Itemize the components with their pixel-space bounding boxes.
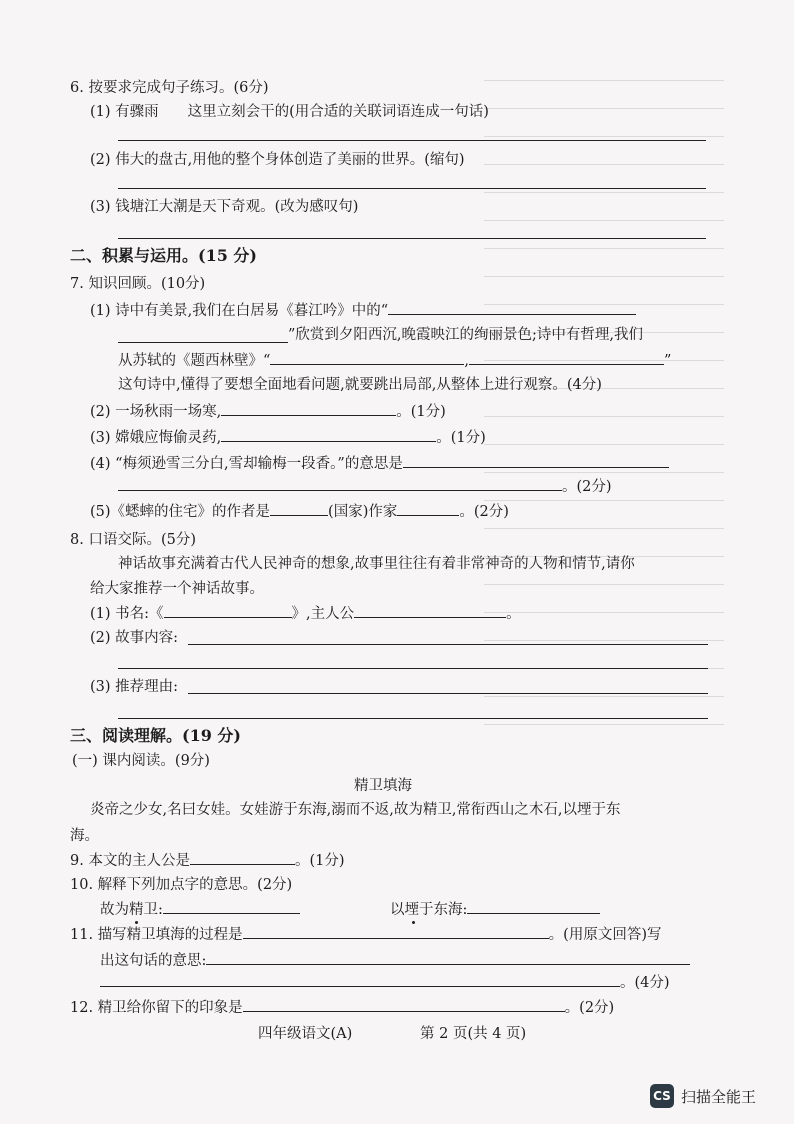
footer-page-number: 第 2 页(共 4 页) (420, 1026, 527, 1042)
q10-b (390, 899, 600, 920)
reading-subtitle: (一) 课内阅读。(9分) (72, 753, 210, 769)
camscanner-logo-icon: CS (650, 1084, 674, 1108)
footer-subject: 四年级语文(A) (258, 1026, 353, 1042)
q7-title: 7. 知识回顾。(10分) (70, 276, 206, 292)
q11 (70, 924, 662, 945)
q8-content-line-2[interactable] (118, 668, 708, 669)
q7-item2-text: (2) 一场秋雨一场寒, (90, 404, 222, 420)
q8-intro-1: 神话故事充满着古代人民神奇的想象,故事里往往有着非常神奇的人物和情节,请你 (118, 556, 635, 572)
q11-line2 (100, 950, 690, 971)
q8-book-label: (1) 书名:《 (90, 606, 164, 622)
reading-title: 精卫填海 (354, 778, 412, 794)
q7-item5-mid: (国家)作家 (328, 504, 398, 520)
q11-blank-1[interactable] (243, 924, 549, 939)
q6-title: 6. 按要求完成句子练习。(6分) (70, 80, 269, 96)
q6-sub3: (3) 钱塘江大潮是天下奇观。(改为感叹句) (90, 199, 359, 215)
q7-item4-text: (4) “梅须逊雪三分白,雪却输梅一段香。”的意思是 (90, 456, 403, 472)
q11-blank-3[interactable] (100, 972, 620, 987)
q7-item5-text: (5)《蟋蟀的住宅》的作者是 (90, 504, 271, 520)
q6-answer-line-1[interactable] (118, 140, 706, 141)
q7-line2: ”欣赏到夕阳西沉,晚霞映江的绚丽景色;诗中有哲理,我们 (288, 327, 644, 343)
q6-sub1: (1) 有骤雨 这里立刻会干的(用合适的关联词语连成一句话) (90, 104, 489, 120)
q7-line3 (118, 350, 671, 371)
q11-line3 (100, 972, 670, 993)
q7-item5-blank-country[interactable] (270, 501, 328, 516)
q10-a (100, 899, 300, 920)
q12-score: 。(2分) (564, 1000, 615, 1016)
q7-item5-blank-author[interactable] (397, 501, 459, 516)
q7-item3-blank[interactable] (221, 427, 436, 442)
q7-item5 (90, 501, 509, 522)
bleed-through-texture (484, 80, 724, 770)
q9-blank[interactable] (190, 850, 295, 865)
q7-item3-score: 。(1分) (436, 430, 486, 446)
section-2-title: 二、积累与运用。(15 分) (70, 246, 257, 265)
q8-book (90, 603, 521, 624)
q7-item4-score: 。(2分) (562, 479, 612, 495)
q11-text: 11. 描写精卫填海的过程是 (70, 927, 243, 943)
q7-item2 (90, 401, 446, 422)
q8-hero-blank[interactable] (354, 603, 506, 618)
q7-blank-mujiangyin-2[interactable] (118, 342, 288, 343)
q8-reason-label: (3) 推荐理由: (90, 679, 179, 695)
q8-book-name-blank[interactable] (164, 603, 292, 618)
q7-item5-score: 。(2分) (459, 504, 509, 520)
q7-item3-text: (3) 嫦娥应悔偷灵药, (90, 430, 222, 446)
q8-hero-label: 》,主人公 (291, 606, 355, 622)
q8-content-line-1[interactable] (188, 644, 708, 645)
q11-blank-2[interactable] (206, 950, 690, 965)
q7-line3-text: 从苏轼的《题西林壁》“ (118, 353, 271, 369)
q7-item2-score: 。(1分) (396, 404, 446, 420)
q7-line4: 这句诗中,懂得了要想全面地看问题,就要跳出局部,从整体上进行观察。(4分) (118, 377, 602, 393)
q7-line1-text: (1) 诗中有美景,我们在白居易《暮江吟》中的“ (90, 303, 389, 319)
section-3-title: 三、阅读理解。(19 分) (70, 726, 241, 745)
q6-answer-line-3[interactable] (118, 238, 706, 239)
q8-reason-line-1[interactable] (188, 693, 708, 694)
q7-blank-xilinbi-2[interactable] (469, 350, 664, 365)
q7-item4-blank-2[interactable] (118, 476, 562, 491)
q7-line3-quote: ” (664, 353, 672, 369)
q9 (70, 850, 345, 871)
q10-b-label: 以堙于东海: (390, 902, 468, 918)
q9-text: 9. 本文的主人公是 (70, 853, 190, 869)
q8-intro-2: 给大家推荐一个神话故事。 (90, 581, 264, 597)
q10-a-blank[interactable] (163, 899, 300, 914)
reading-text-1: 炎帝之少女,名曰女娃。女娃游于东海,溺而不返,故为精卫,常衔西山之木石,以堙于东 (90, 802, 621, 818)
q7-item4 (90, 453, 669, 474)
q11-line2-label: 出这句话的意思: (100, 953, 207, 969)
q12 (70, 997, 614, 1018)
q11-tail: 。(用原文回答)写 (548, 927, 662, 943)
q7-blank-mujiangyin-1[interactable] (388, 300, 636, 315)
q6-sub2: (2) 伟大的盘古,用他的整个身体创造了美丽的世界。(缩句) (90, 152, 465, 168)
q9-score: 。(1分) (294, 853, 345, 869)
q7-item2-blank[interactable] (221, 401, 396, 416)
q6-answer-line-2[interactable] (118, 188, 706, 189)
q8-title: 8. 口语交际。(5分) (70, 532, 196, 548)
q12-blank[interactable] (243, 997, 565, 1012)
q7-item4-blank-1[interactable] (403, 453, 669, 468)
q7-item3 (90, 427, 486, 448)
q10-b-blank[interactable] (467, 899, 600, 914)
q12-text: 12. 精卫给你留下的印象是 (70, 1000, 243, 1016)
q10-a-label: 故为精卫: (100, 902, 163, 918)
reading-text-2: 海。 (70, 828, 99, 844)
q7-line1 (90, 300, 636, 321)
q8-content-label: (2) 故事内容: (90, 630, 179, 646)
q8-book-end: 。 (506, 606, 521, 622)
camscanner-brand: 扫描全能王 (681, 1088, 757, 1106)
q10-title: 10. 解释下列加点字的意思。(2分) (70, 877, 293, 893)
q11-score: 。(4分) (620, 975, 670, 991)
q7-blank-xilinbi-1[interactable] (270, 350, 464, 365)
q7-item4-cont (118, 476, 612, 497)
q7-line3-comma: , (464, 353, 470, 369)
q8-reason-line-2[interactable] (118, 718, 708, 719)
